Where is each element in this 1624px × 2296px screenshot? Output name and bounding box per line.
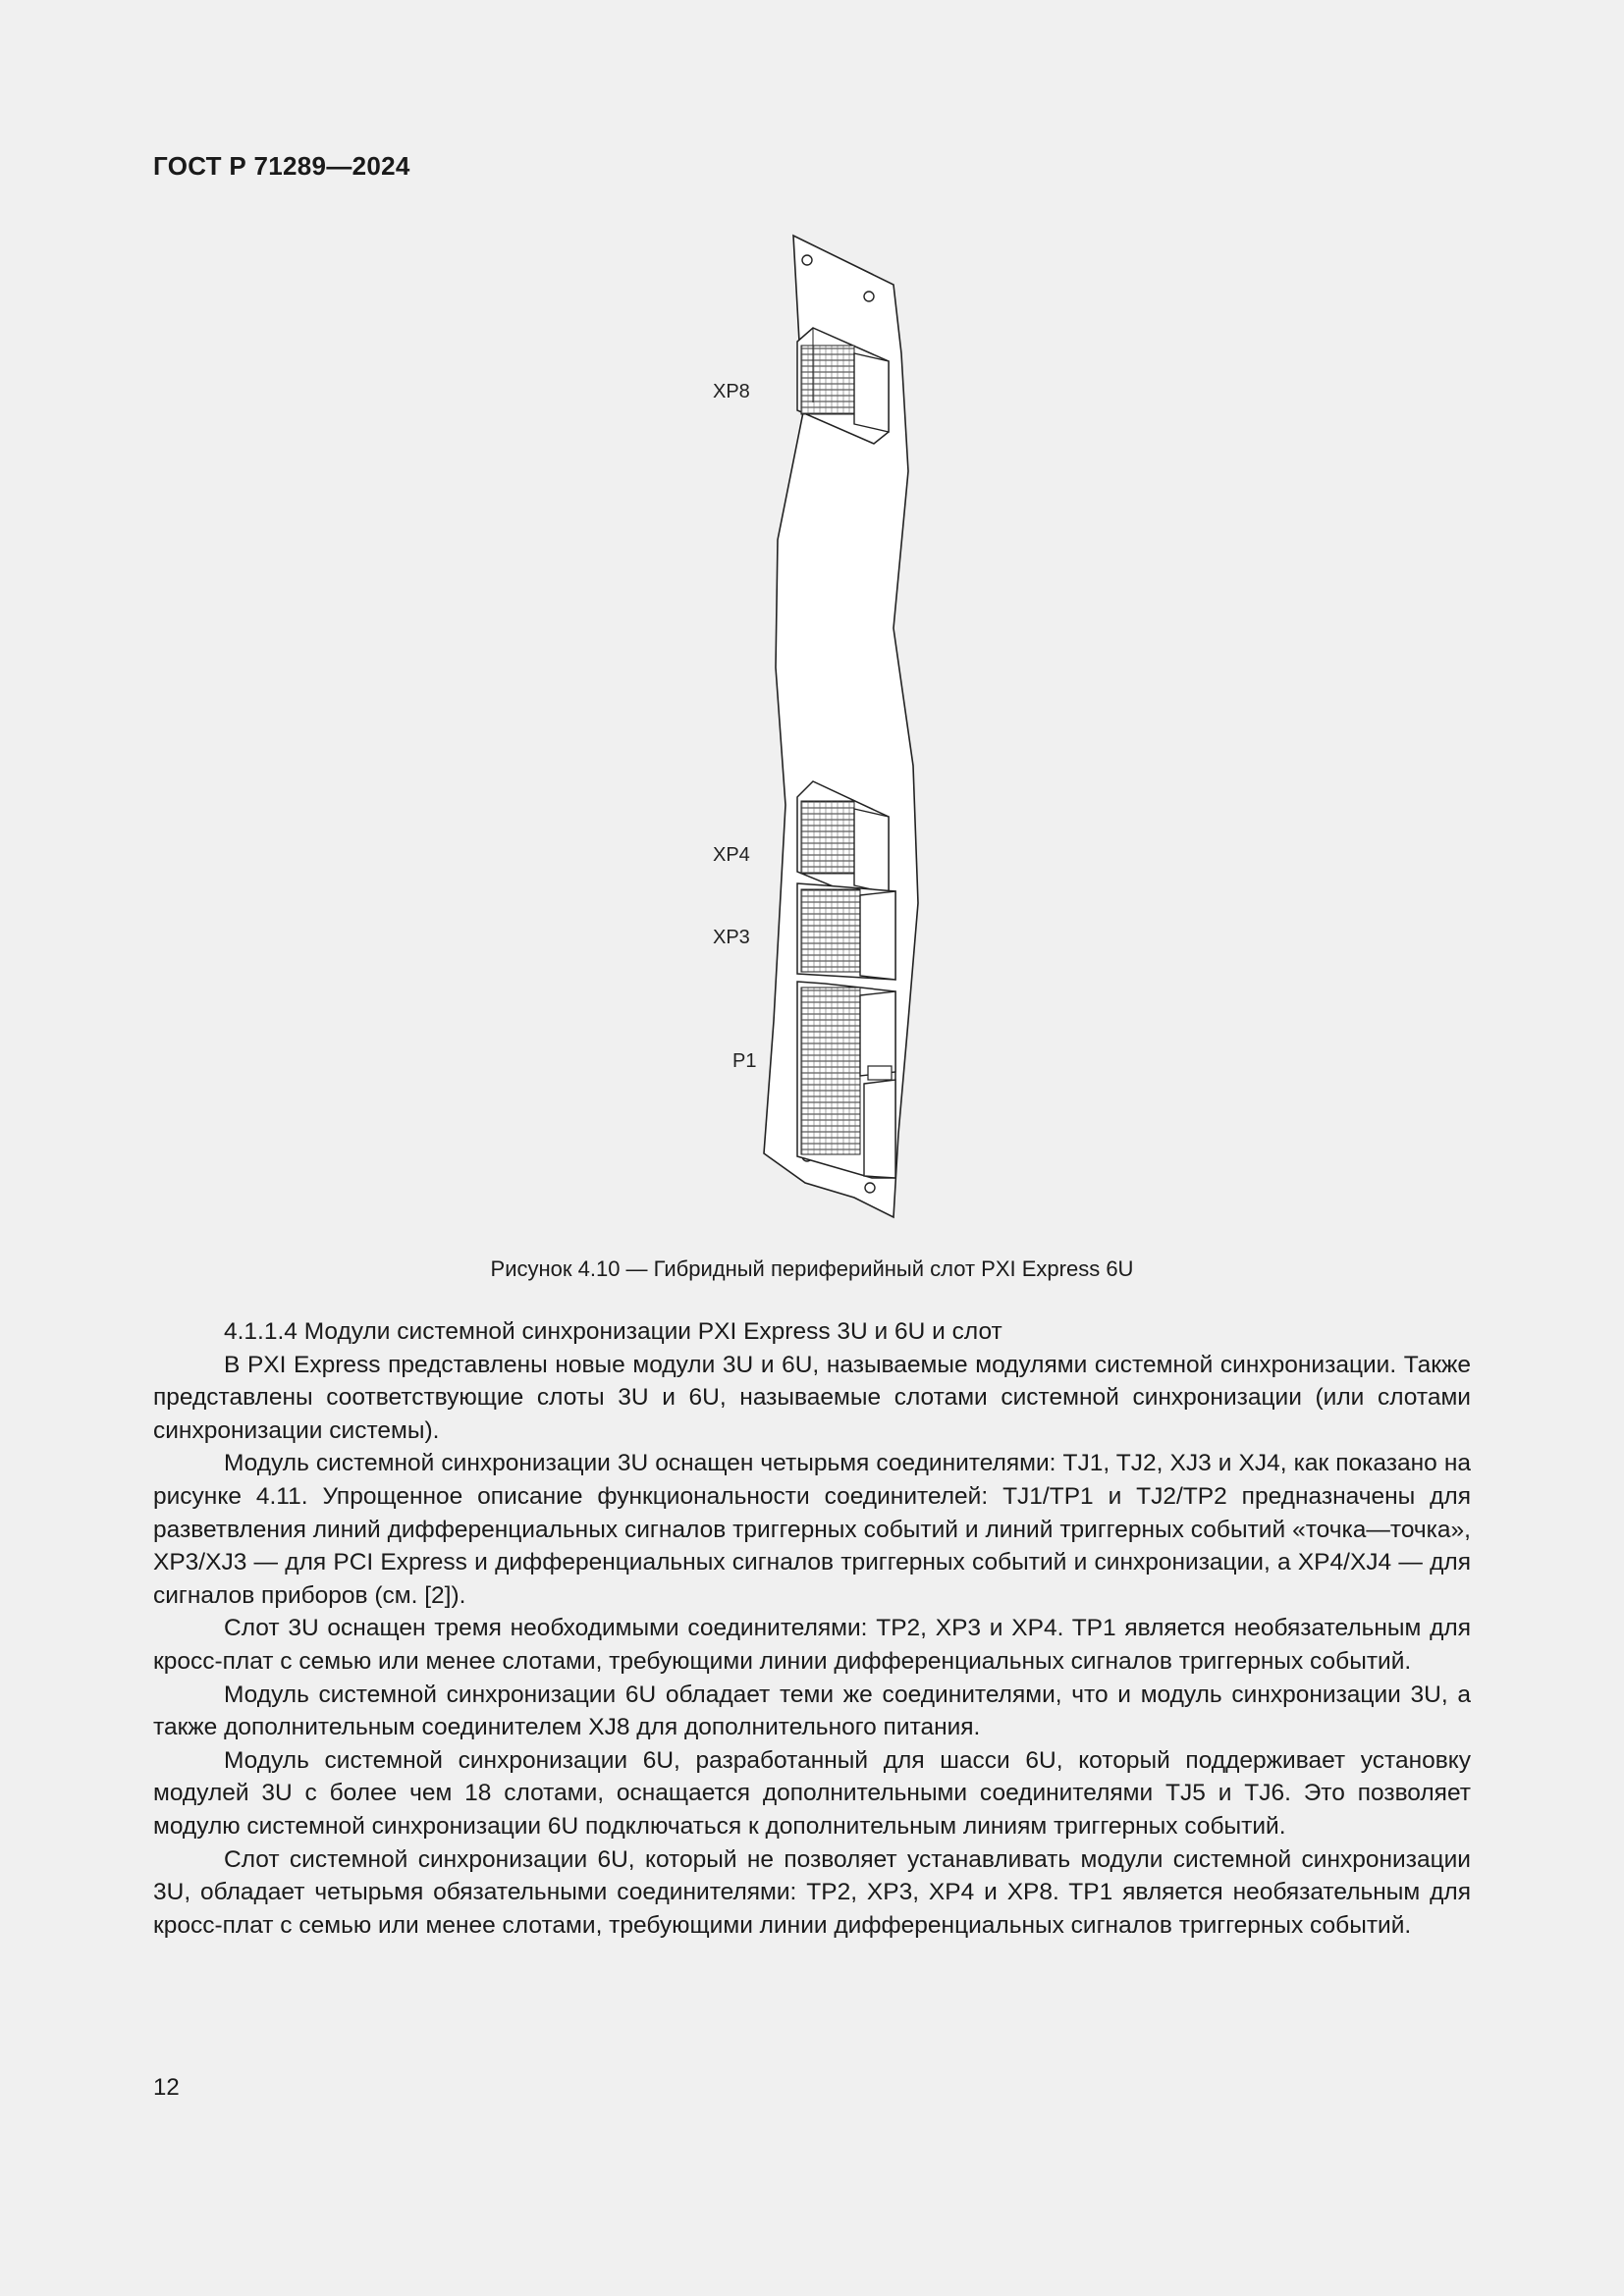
section-heading: 4.1.1.4 Модули системной синхронизации PXI Express 3U и 6U и слот xyxy=(224,1318,1002,1345)
paragraph: Слот системной синхронизации 6U, который не позволяет устанавливать модули системной синхронизации 3U, обладает четырьмя обязательными соединителями: TP2, XP3, XP4 и XP8. TP1 является необязательным для кросс-плат с семью или менее слотами, требующими линии дифференциальных сигналов триггерных событий. xyxy=(153,1845,1471,1939)
paragraph: Модуль системной синхронизации 6U обладает теми же соединителями, что и модуль синхронизации 3U, а также дополнительным соединителем XJ8 для дополнительного питания. xyxy=(153,1681,1471,1741)
label-xp8: XP8 xyxy=(713,381,750,402)
figure-hybrid-peripheral-slot xyxy=(687,216,982,1227)
paragraph: Модуль системной синхронизации 3U оснащен четырьмя соединителями: TJ1, TJ2, XJ3 и XJ4, как показано на рисунке 4.11. Упрощенное описание функциональности соединителей: TJ1/TP1 и TJ2/TP2 предназначены для разветвления линий дифференциальных сигналов триггерных событий и линий триггерных событий «точка—точка», XP3/XJ3 — для PCI Express и дифференциальных сигналов триггерных событий и синхронизации, а XP4/XJ4 — для сигналов приборов (см. [2]). xyxy=(153,1450,1471,1609)
connector-xp3 xyxy=(797,883,895,980)
paragraph: Слот 3U оснащен тремя необходимыми соединителями: TP2, XP3 и XP4. TP1 является необязательным для кросс-плат с семью или менее слотами, требующими линии дифференциальных сигналов триггерных событий. xyxy=(153,1615,1471,1675)
page-number: 12 xyxy=(153,2074,180,2101)
paragraph: В PXI Express представлены новые модули 3U и 6U, называемые модулями системной синхронизации. Также представлены соответствующие слоты 3U и 6U, называемые слотами системной синхронизации (или слотами синхронизации системы). xyxy=(153,1351,1471,1444)
label-xp3: XP3 xyxy=(713,927,750,948)
label-p1: P1 xyxy=(732,1050,757,1072)
paragraph: Модуль системной синхронизации 6U, разработанный для шасси 6U, который поддерживает установку модулей 3U с более чем 18 слотами, оснащается дополнительными соединителями TJ5 и TJ6. Это позволяет модулю системной синхронизации 6U подключаться к дополнительным линиям триггерных событий. xyxy=(153,1746,1471,1840)
body-text xyxy=(153,1315,1471,1942)
backplane-drawing xyxy=(687,216,982,1227)
label-xp4: XP4 xyxy=(713,844,750,866)
figure-caption: Рисунок 4.10 — Гибридный периферийный слот PXI Express 6U xyxy=(490,1256,1134,1281)
document-header: ГОСТ Р 71289—2024 xyxy=(153,151,410,181)
connector-p1 xyxy=(797,982,895,1178)
